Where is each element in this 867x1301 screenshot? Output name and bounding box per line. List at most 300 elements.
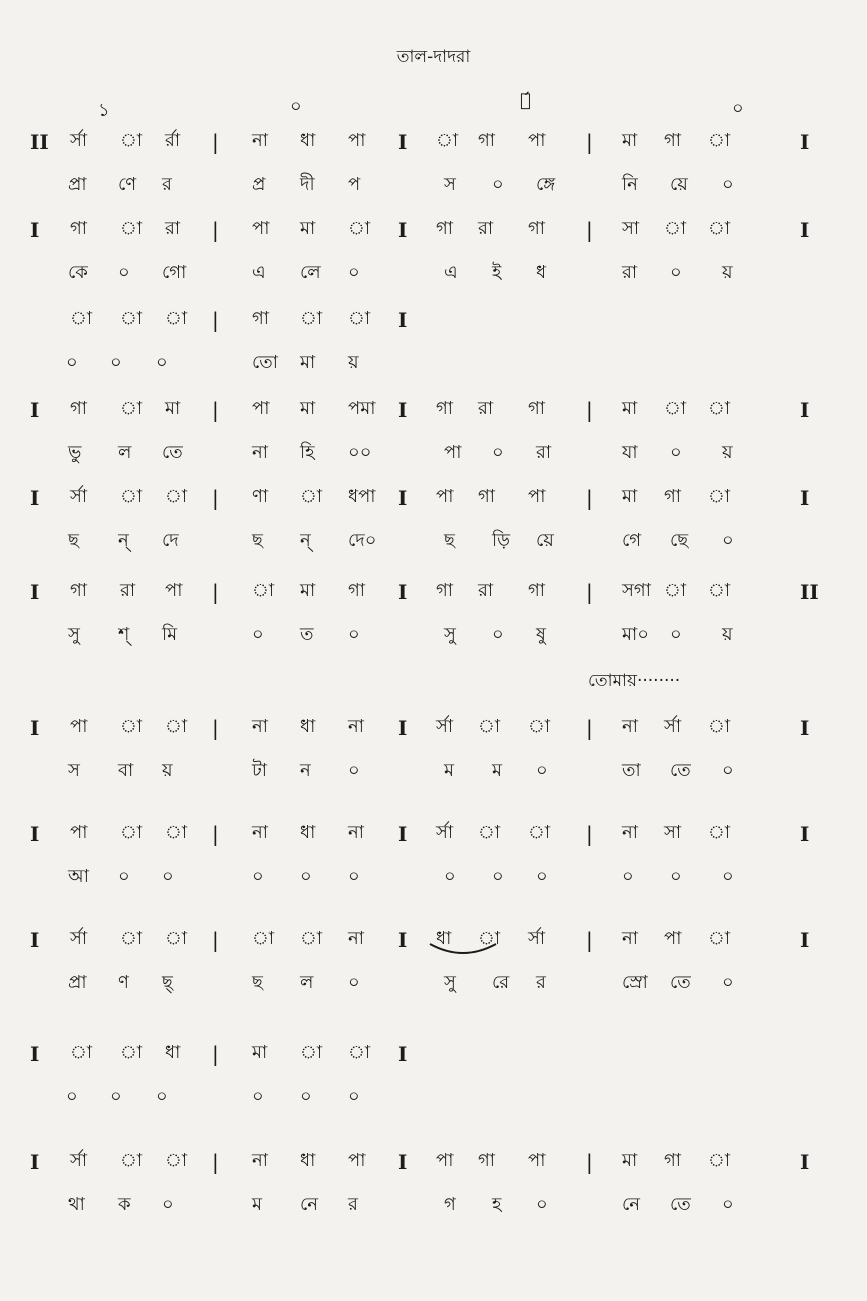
slur-mark [428,940,498,960]
lyric-syllable: তো [252,352,279,373]
notation-row [0,484,867,564]
swara-note: া [708,130,731,151]
tala-marks [0,86,867,121]
lyric-syllable: ল [118,442,132,463]
swara-note: র্রা [165,130,181,151]
bar-line: | [212,130,219,154]
lyric-syllable: র [536,972,546,993]
bar-line: I [398,1150,408,1174]
swara-note: গা [478,1150,496,1171]
lyrics-line [0,864,867,898]
bar-line: | [586,486,593,510]
lyric-syllable: মি [162,624,178,645]
lyric-syllable: য় [722,262,733,283]
lyric-syllable: য় [722,624,733,645]
lyric-syllable: ০ [300,866,312,887]
swara-note: া [708,486,731,507]
lyric-syllable: ড়ি [492,530,510,551]
swara-note: পা [252,398,270,419]
swara-note: না [348,822,364,843]
lyric-syllable: ০ [156,1086,168,1107]
lyric-syllable: এ [444,262,458,283]
bar-line: | [586,398,593,422]
bar-line: I [30,716,40,740]
swara-note: পা [70,822,88,843]
lyric-syllable: টা [252,760,268,781]
bar-line: I [800,398,810,422]
lyric-syllable: না [252,442,268,463]
swara-note: র্সা [436,716,454,737]
swara-note: া [120,398,143,419]
lyric-syllable: নে [622,1194,641,1215]
swara-note: া [478,716,501,737]
bar-line: | [586,928,593,952]
lyrics-line [0,1084,867,1118]
lyrics-line [0,970,867,1004]
lyric-syllable: দে০ [348,530,377,551]
lyric-syllable: যা [622,442,638,463]
lyric-syllable: ত [300,624,314,645]
lyric-syllable: ০ [670,262,682,283]
swara-note: া [348,308,371,329]
lyric-syllable: শ্ [118,624,130,645]
swara-note: র্সা [70,928,88,949]
lyric-syllable: ন্ [118,530,129,551]
swara-note: া [165,1150,188,1171]
bar-line: I [30,218,40,242]
lyric-syllable: য় [722,442,733,463]
bar-line: I [800,218,810,242]
notes-line [0,484,867,518]
lyrics-line [0,528,867,562]
lyric-syllable: ভু [68,442,82,463]
swara-note: া [252,928,275,949]
swara-note: া [708,822,731,843]
lyric-syllable: ০ [348,262,360,283]
swara-note: া [165,716,188,737]
lyric-syllable: রা [536,442,552,463]
bar-line: | [212,1150,219,1174]
notation-row [0,216,867,296]
swara-note: ধা [300,1150,316,1171]
lyric-syllable: ০ [118,262,130,283]
swara-note: া [120,1150,143,1171]
swara-note: মা [622,1150,638,1171]
lyric-syllable: ণ [118,972,129,993]
lyric-syllable: ০ [622,866,634,887]
swara-note: গা [478,486,496,507]
lyric-syllable: দে [162,530,179,551]
lyric-syllable: তে [670,760,691,781]
lyric-syllable: ০ [536,1194,548,1215]
lyrics-line [0,350,867,384]
swara-note: গা [664,1150,682,1171]
swara-note: র্সা [70,130,88,151]
swara-note: গা [70,218,88,239]
swara-note: গা [528,218,546,239]
lyric-syllable: র [162,174,172,195]
lyrics-line [0,172,867,206]
notation-row [0,820,867,900]
lyric-syllable: ণে [118,174,137,195]
page-title: তাল-দাদরা [396,47,471,67]
lyric-syllable: ০ [252,1086,264,1107]
swara-note: পা [348,1150,366,1171]
lyric-syllable: ০ [66,1086,78,1107]
bar-line: I [800,928,810,952]
swara-note: ণা [252,486,269,507]
swara-note: পা [252,218,270,239]
lyric-syllable: প্রা [68,972,87,993]
swara-note: া [120,928,143,949]
swara-note: ধপা [348,486,376,507]
lyric-syllable: গো [162,262,187,283]
bar-line: | [212,1042,219,1066]
notation-row [0,578,867,658]
lyric-syllable: ০ [118,866,130,887]
swara-note: রা [165,218,181,239]
swara-note: া [252,580,275,601]
lyric-syllable: সু [68,624,80,645]
lyric-syllable: ০ [536,760,548,781]
swara-note: না [622,716,638,737]
swara-note: পা [70,716,88,737]
bar-line: | [212,928,219,952]
bar-line: I [398,308,408,332]
lyric-syllable: ০ [348,624,360,645]
lyric-syllable: ০ [348,972,360,993]
lyric-syllable: ম [252,1194,262,1215]
lyric-syllable: রে [492,972,510,993]
lyric-syllable: নি [622,174,638,195]
notes-line [0,578,867,612]
lyric-syllable: ০ [536,866,548,887]
swara-note: র্সা [70,1150,88,1171]
bar-line: I [398,398,408,422]
swara-note: র্সা [70,486,88,507]
lyrics-line [0,1192,867,1226]
swara-note: র্সা [664,716,682,737]
swara-note: না [252,1150,268,1171]
bar-line: I [398,1042,408,1066]
bar-line: I [398,928,408,952]
swara-note: গা [436,218,454,239]
bar-line: | [586,1150,593,1174]
bar-line: | [212,822,219,846]
lyric-syllable: মা [300,352,316,373]
lyric-syllable: তা [622,760,641,781]
lyric-syllable: আ [68,866,89,887]
swara-note: র্সা [436,822,454,843]
lyric-syllable: থা [68,1194,85,1215]
lyric-syllable: ছ [68,530,79,551]
lyric-syllable: ০ [670,442,682,463]
tala-mark-3: ২́ [520,90,531,111]
lyric-syllable: ০ [162,1194,174,1215]
swara-note: সা [664,822,682,843]
lyric-syllable: ০ [722,972,734,993]
swara-note: া [708,580,731,601]
swara-note: া [708,928,731,949]
swara-note: মা [622,486,638,507]
swara-note: মা [622,130,638,151]
swara-note: া [478,928,501,949]
tala-mark-4: ০ [732,98,744,119]
swara-note: গা [664,130,682,151]
bar-line: | [212,716,219,740]
swara-note: া [708,716,731,737]
swara-note: ধা [165,1042,181,1063]
swara-note: রা [478,580,494,601]
swara-note: না [348,716,364,737]
swara-note: পা [436,1150,454,1171]
lyric-syllable: নে [300,1194,319,1215]
notes-line [0,1148,867,1182]
bar-line: | [586,130,593,154]
bar-line: II [30,130,49,154]
lyric-syllable: ০ [492,624,504,645]
swara-note: রা [478,218,494,239]
bar-line: | [212,486,219,510]
lyric-syllable: রা [622,262,638,283]
bar-line: I [800,716,810,740]
notes-line [0,820,867,854]
bar-line: | [212,308,219,332]
lyric-syllable: ই [492,262,502,283]
bar-line: I [30,1150,40,1174]
swara-note: া [120,218,143,239]
bar-line: | [212,580,219,604]
lyric-syllable: ০ [348,866,360,887]
swara-note: া [120,1042,143,1063]
bar-line: I [398,822,408,846]
lyrics-line [0,440,867,474]
lyric-syllable: প্রা [68,174,87,195]
lyric-syllable: ছে [670,530,689,551]
lyric-syllable: ০ [156,352,168,373]
swara-note: গা [348,580,366,601]
notes-line [0,714,867,748]
swara-note: া [528,716,551,737]
lyric-syllable: তে [670,1194,691,1215]
swara-note: া [165,486,188,507]
lyrics-line [0,758,867,792]
swara-note: গা [478,130,496,151]
bar-line: II [800,580,819,604]
lyric-syllable: ০ [722,530,734,551]
bar-line: I [398,716,408,740]
swara-note: া [300,1042,323,1063]
lyric-syllable: ক [118,1194,131,1215]
bar-line: I [30,398,40,422]
swara-note: া [120,308,143,329]
lyric-syllable: ০ [252,624,264,645]
swara-note: মা [300,218,316,239]
bar-line: | [212,398,219,422]
bar-line: | [586,218,593,242]
swara-note: পা [436,486,454,507]
swara-note: মা [165,398,181,419]
notes-line [0,396,867,430]
swara-note: া [348,1042,371,1063]
swara-note: গা [528,398,546,419]
swara-note: া [120,486,143,507]
notation-row [0,714,867,794]
bar-line: I [800,822,810,846]
swara-note: সগা [622,580,651,601]
lyric-syllable: ০ [722,174,734,195]
lyric-syllable: লে [300,262,321,283]
swara-note: া [165,822,188,843]
swara-note: া [300,928,323,949]
bar-line: I [30,1042,40,1066]
lyric-syllable: ছ্ [162,972,173,993]
lyric-syllable: প [348,174,361,195]
swara-note: া [70,308,93,329]
lyric-syllable: সু [444,624,456,645]
lyric-syllable: ০ [722,760,734,781]
bar-line: I [398,218,408,242]
swara-note: া [664,398,687,419]
lyric-syllable: ন্ [300,530,311,551]
lyric-syllable: তে [670,972,691,993]
swara-note: গা [70,398,88,419]
notes-line [0,1040,867,1074]
bar-line: I [398,580,408,604]
swara-note: া [300,308,323,329]
notes-line [0,216,867,250]
swara-note: রা [478,398,494,419]
lyric-syllable: ম [444,760,454,781]
notation-row [0,1148,867,1228]
swara-note: না [348,928,364,949]
swara-note: মা [300,398,316,419]
bar-line: I [30,580,40,604]
lyric-syllable: এ [252,262,266,283]
lyric-syllable: ০ [492,174,504,195]
bar-line: | [212,218,219,242]
lyric-syllable: কে [68,262,88,283]
lyric-syllable: সু [444,972,456,993]
lyric-syllable: ০ [444,866,456,887]
lyric-syllable: ০ [110,1086,122,1107]
bar-line: I [800,130,810,154]
lyric-syllable: তে [162,442,183,463]
lyric-syllable: ০ [492,442,504,463]
swara-note: সা [622,218,640,239]
bar-line: I [398,130,408,154]
lyric-syllable: ০ [722,1194,734,1215]
lyric-syllable: ০ [722,866,734,887]
bar-line: I [30,928,40,952]
lyric-syllable: ছ [444,530,455,551]
lyric-syllable: ন [300,760,311,781]
lyric-syllable: স [68,760,80,781]
swara-note: পমা [348,398,376,419]
swara-note: র্সা [528,928,546,949]
lyric-syllable: গে [622,530,642,551]
lyric-syllable: প্র [252,174,266,195]
swara-note: ধা [436,928,452,949]
swara-note: া [708,398,731,419]
swara-note: া [120,822,143,843]
tala-mark-2: ০ [290,96,302,117]
bar-line: I [398,486,408,510]
bar-line: | [586,716,593,740]
lyric-syllable: স্রো [622,972,648,993]
bar-line: I [30,486,40,510]
lyric-syllable: মা০ [622,624,649,645]
lyric-syllable: ০ [110,352,122,373]
lyric-syllable: য় [348,352,359,373]
bar-line: | [586,822,593,846]
lyric-syllable: ০ [670,866,682,887]
lyric-syllable: হ [492,1194,502,1215]
notation-row [0,926,867,1006]
lyric-syllable: ০ [162,866,174,887]
lyric-syllable: হি [300,442,315,463]
swara-note: া [300,486,323,507]
swara-note: া [708,1150,731,1171]
swara-note: পা [528,486,546,507]
swara-note: া [120,716,143,737]
lyric-syllable: ধ [536,262,547,283]
swara-note: া [664,218,687,239]
swara-note: না [622,928,638,949]
swara-note: রা [120,580,136,601]
lyric-syllable: য়ে [536,530,554,551]
lyric-syllable: ল [300,972,314,993]
swara-note: গা [70,580,88,601]
lyric-syllable: য়ে [670,174,688,195]
lyric-syllable: র [348,1194,358,1215]
swara-note: মা [252,1042,268,1063]
swara-note: না [252,822,268,843]
notation-row [0,128,867,208]
swara-note: া [165,928,188,949]
lyric-syllable: ষু [536,624,546,645]
notation-row [0,1040,867,1120]
swara-note: না [252,716,268,737]
lyric-syllable: ছ [252,972,263,993]
tala-mark-1: ১ [98,100,110,121]
lyric-syllable: ০ [66,352,78,373]
notes-line [0,306,867,340]
refrain-label: তোমায়········ [588,671,681,691]
notation-row [0,396,867,476]
swara-note: া [120,130,143,151]
lyric-syllable: য় [162,760,173,781]
lyric-syllable: বা [118,760,134,781]
notation-row [0,306,867,386]
lyric-syllable: ম [492,760,502,781]
lyric-syllable: ০ [300,1086,312,1107]
swara-note: া [165,308,188,329]
swara-note: ধা [300,822,316,843]
lyrics-line [0,260,867,294]
swara-note: পা [528,130,546,151]
swara-note: ধা [300,130,316,151]
swara-note: া [436,130,459,151]
swara-note: া [70,1042,93,1063]
lyric-syllable: ছ [252,530,263,551]
bar-line: I [800,486,810,510]
lyric-syllable: ০ [670,624,682,645]
swara-note: গা [436,580,454,601]
swara-note: া [528,822,551,843]
lyric-syllable: পা [444,442,462,463]
swara-note: পা [528,1150,546,1171]
